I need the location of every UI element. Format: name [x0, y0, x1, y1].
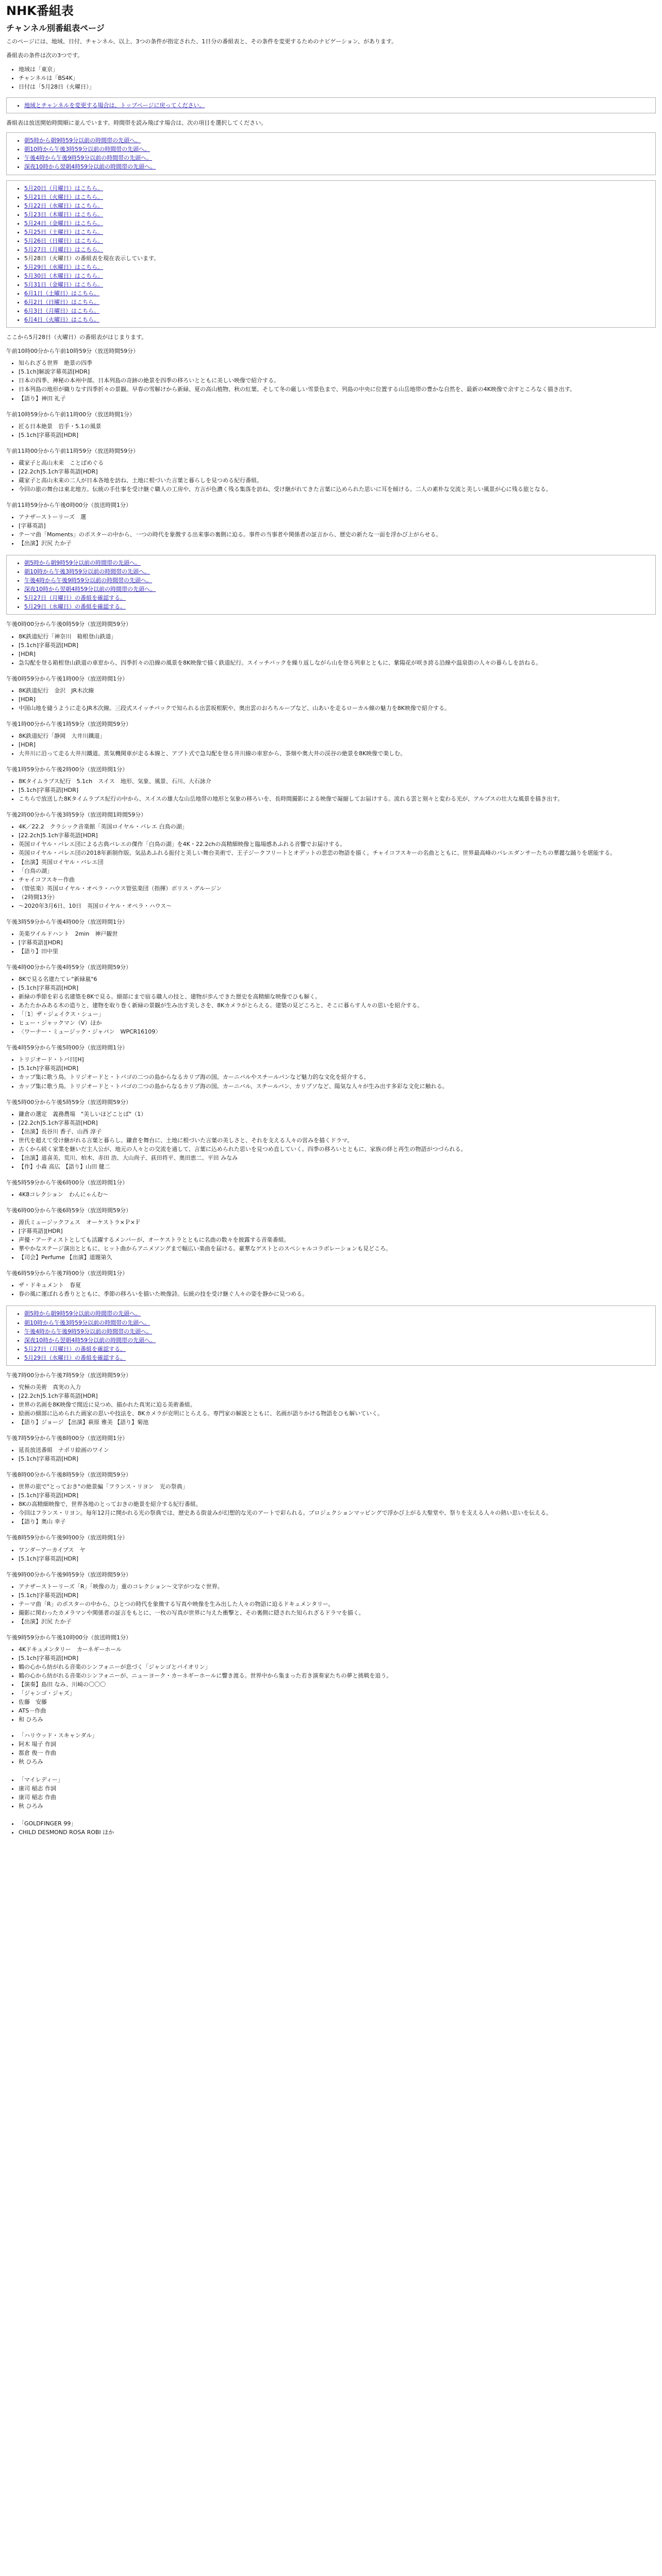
- program-title: • 蔵家子と高山未来 ことばめぐる: [19, 459, 656, 467]
- program-entry: [6, 410, 656, 439]
- program-detail-line: • 秋 ひろみ: [19, 1757, 656, 1766]
- program-detail-line: • 佐藤 安藤: [19, 1698, 656, 1706]
- program-title: • 8Kで見る名建たてレ"新緑嵐"6: [19, 975, 656, 984]
- program-detail-line: • 【出演】沢尻 たか子: [19, 539, 656, 548]
- program-detail-line: • [HDR]: [19, 695, 656, 704]
- program-detail-line: • [5.1ch]字幕英語[HDR]: [19, 1454, 656, 1463]
- program-details: [6, 1055, 656, 1090]
- program-time: 午前10時59分から午前11時00分（放送時間1分）: [6, 411, 135, 418]
- condition-date: • 日付は「5月28日（火曜日）」: [19, 82, 656, 91]
- program-entry: [6, 720, 656, 758]
- time-nav-link[interactable]: 深夜10時から翌朝4時59分以前の時間帯の先頭へ。: [24, 586, 156, 593]
- program-time: 午後8時00分から午後8時59分（放送時間59分）: [6, 1471, 131, 1479]
- time-nav-top: [6, 132, 656, 175]
- program-details: [6, 1383, 656, 1427]
- program-detail-line: • 日本列島の地形が織りなす四季折々の景観。早春の雪解けから新緑、夏の高山植物、秋の紅葉、そして冬の厳しい雪景色まで、列島の中央に位置する山岳地帯の豊かな自然を、最新の4K映像で余すところなく描き出す。: [19, 385, 656, 394]
- date-nav-item: [24, 307, 650, 315]
- page-intro: このページには、地域、日付、チャンネル、以上、3つの条件が指定された、1日分の番組表と、その条件を変更するためのナビゲーション、があります。: [6, 38, 398, 45]
- program-title: • ザ・ドキュメント 春夏: [19, 1281, 656, 1290]
- date-nav-link[interactable]: 5月30日（木曜日）はこちら。: [24, 272, 103, 279]
- program-detail-line: • 中国山地を縫うように走るJR木次線。三段式スイッチバックで知られる出雲坂根駅や、奥出雲のおろちループなど、山あいを走るローカル線の魅力を8K映像で紹介する。: [19, 704, 656, 713]
- time-nav-item: [24, 136, 650, 145]
- time-nav-item: [24, 154, 650, 162]
- conditions-list: [6, 65, 656, 91]
- program-detail-line: • [5.1ch]字幕英語[HDR]: [19, 1591, 656, 1600]
- program-detail-line: • チャイコフスキー作曲: [19, 875, 656, 884]
- time-nav-mid: [6, 555, 656, 615]
- time-nav-link[interactable]: 5月29日（水曜日）の番組を確認する。: [24, 603, 126, 611]
- time-nav-mid2: [6, 1306, 656, 1365]
- program-detail-line: • 康司 稲志 作詞: [19, 1784, 656, 1793]
- time-nav-item: [24, 1353, 650, 1362]
- program-detail-line: • 世界の名画を8K映像で間近に見つめ、描かれた真実に迫る美術番組。: [19, 1400, 656, 1409]
- time-nav-item: [24, 1318, 650, 1327]
- program-detail-line: • 【出演】長谷川 香子、山西 淳子: [19, 1127, 656, 1136]
- program-detail-line: • 今回の旅の舞台は東北地方。伝統の手仕事を受け継ぐ職人の工房や、方言が色濃く残る集落を訪ね、受け継がれてきた言葉に込められた思いに耳を傾ける。二人の素朴な交流と美しい風景が心に残る旅となる。: [19, 485, 656, 494]
- time-nav-link[interactable]: 5月27日（月曜日）の番組を確認する。: [24, 1345, 126, 1352]
- program-title: • 4K／22.2 クラシック音楽館「英国ロイヤル・バレエ 白鳥の湖」: [19, 822, 656, 831]
- program-detail-line: • 新緑の季節を彩る名建築を8Kで見る。細部にまで宿る職人の技と、建物が歩んできた歴史を高精細な映像でひも解く。: [19, 992, 656, 1001]
- date-nav-link[interactable]: 5月24日（金曜日）はこちら。: [24, 219, 103, 227]
- change-conditions-box: [6, 97, 656, 113]
- program-details: [6, 929, 656, 956]
- program-entry: [6, 1206, 656, 1262]
- program-entry: [6, 1371, 656, 1427]
- program-details: [6, 1582, 656, 1626]
- program-details: [6, 686, 656, 713]
- date-nav-item: [24, 263, 650, 272]
- program-details: [6, 1218, 656, 1262]
- program-entry: [6, 674, 656, 713]
- time-nav-item: [24, 1345, 650, 1353]
- program-detail-line: • 華やかなステージ演出とともに、ヒット曲からアニメソングまで幅広い楽曲を届ける。豪華なゲストとのスペシャルコラボレーションも見どころ。: [19, 1244, 656, 1253]
- program-detail-line: • 阿木 場子 作詞: [19, 1740, 656, 1749]
- program-detail-line: • 鶴の心から紡がれる音楽のシンフォニーが息づく「ジャンゴとバイオリン」: [19, 1663, 656, 1671]
- program-detail-line: • テーマ曲「Moments」のポスターの中から、一つの時代を象徴する出来事の裏側に迫る。事件の当事者や関係者の証言から、歴史の新たな一面を浮かび上がらせる。: [19, 530, 656, 539]
- program-detail-line: • [5.1ch]字幕英語[HDR]: [19, 1554, 656, 1563]
- program-time: 午前11時00分から午前11時59分（放送時間59分）: [6, 447, 139, 454]
- time-nav-item: [24, 1309, 650, 1318]
- date-nav-item: [24, 193, 650, 201]
- program-detail-line: • [5.1ch]字幕英語[HDR]: [19, 786, 656, 794]
- program-detail-line: • カップ集に歌う鳥。トリジオードと・トバゴの二つの島からなるカリブ海の国。カーニバル、スチールパン、カリプソなど、陽気な人々が生み出す多彩な文化に触れる。: [19, 1082, 656, 1091]
- program-list-afternoon: [6, 620, 656, 1298]
- program-entry: [6, 1533, 656, 1563]
- change-conditions-link[interactable]: 地域とチャンネルを変更する場合は、トップページに戻ってください。: [24, 102, 205, 109]
- program-title: • アナザーストーリーズ 選: [19, 513, 656, 521]
- program-title: • 究極の美術 真実の入力: [19, 1383, 656, 1392]
- program-title: • 鎌倉の選定 義務農場 "美しいほどことば"（1）: [19, 1110, 656, 1118]
- program-details: [6, 632, 656, 667]
- program-detail-line: • [5.1ch]字幕英語[HDR]: [19, 431, 656, 439]
- program-details: [6, 359, 656, 402]
- program-entry: [6, 1098, 656, 1171]
- program-detail-line: • [22.2ch]5.1ch字幕英語[HDR]: [19, 1392, 656, 1400]
- date-nav-link[interactable]: 5月25日（土曜日）はこちら。: [24, 228, 103, 235]
- program-list-morning: [6, 347, 656, 548]
- program-detail-line: • 【出演】沢尻 たか子: [19, 1617, 656, 1626]
- program-detail-line: • ATS－作曲: [19, 1706, 656, 1715]
- program-time: 午後6時00分から午後6時59分（放送時間59分）: [6, 1207, 131, 1214]
- program-details: [6, 459, 656, 494]
- page-subtitle: チャンネル別番組表ページ: [6, 23, 105, 33]
- time-nav-item: [24, 585, 650, 594]
- program-title: • 8K鉄道紀行「神奈川 箱根登山鉄道」: [19, 632, 656, 641]
- date-nav-link[interactable]: 6月4日（火曜日）はこちら。: [24, 316, 100, 324]
- time-nav-item: [24, 1327, 650, 1336]
- time-nav-link[interactable]: 朝10時から午後3時59分以前の時間帯の先頭へ。: [24, 146, 150, 153]
- program-detail-line: • （管弦楽）英国ロイヤル・オペラ・ハウス管弦楽団（指揮）ボリス・グルージン: [19, 884, 656, 893]
- program-detail-line: • [字幕英語]: [19, 521, 656, 530]
- program-detail-line: • 「GOLDFINGER 99」: [19, 1819, 656, 1828]
- program-details: [6, 732, 656, 758]
- program-details: [6, 1190, 656, 1199]
- program-detail-line: • 撮影に関わったカメラマンや関係者の証言をもとに、一枚の写真が世界に与えた衝撃と、その裏側に隠された知られざるドラマを描く。: [19, 1608, 656, 1617]
- date-nav-item: [24, 272, 650, 280]
- program-detail-line: • 8Kの高精細映像で、世界各地のとっておきの絶景を紹介する紀行番組。: [19, 1500, 656, 1509]
- program-detail-line: • [HDR]: [19, 740, 656, 749]
- program-time: 午前11時59分から午後0時00分（放送時間1分）: [6, 501, 131, 509]
- program-detail-line: • 秋 ひろみ: [19, 1802, 656, 1810]
- date-nav-item: [24, 228, 650, 236]
- date-nav-current: 5月28日（火曜日）の番組表を現在表示しています。: [24, 255, 160, 262]
- program-detail-line: • 蔵家子と高山未来の二人が日本各地を訪ね、土地に根づいた言葉と暮らしを見つめる紀行番組。: [19, 476, 656, 485]
- program-title: • 知られざる世界 絶景の四季: [19, 359, 656, 367]
- program-title: • 「ハリウッド・スキャンダル」: [19, 1731, 656, 1740]
- time-nav-item: [24, 594, 650, 602]
- date-nav-item: [24, 315, 650, 324]
- date-nav-link[interactable]: 6月1日（土曜日）はこちら。: [24, 290, 100, 297]
- program-title: • 延長放送番組 ナポリ絵画のワイン: [19, 1446, 656, 1454]
- program-entry: [6, 1731, 656, 1837]
- time-nav-link[interactable]: 5月27日（月曜日）の番組を確認する。: [24, 595, 126, 602]
- time-nav-link[interactable]: 深夜10時から翌朝4時59分以前の時間帯の先頭へ。: [24, 1336, 156, 1344]
- program-entry: [6, 1434, 656, 1463]
- program-detail-line: • 日本の四季、神秘の本州中部。日本列島の奇跡の絶景を四季の移ろいとともに美しい映像で紹介する。: [19, 376, 656, 385]
- time-nav-link[interactable]: 5月29日（水曜日）の番組を確認する。: [24, 1354, 126, 1361]
- program-detail-line: • 【作】小森 高広 【語り】山田 健二: [19, 1162, 656, 1171]
- program-title: • 8Kタイムラプス紀行 5.1ch スイス 地形、気象、風景、石川、大石詠介: [19, 777, 656, 786]
- program-entry: [6, 1043, 656, 1090]
- program-details: [6, 1731, 656, 1837]
- program-detail-line: • 「白鳥の湖」: [19, 867, 656, 875]
- conditions-heading: 番組表の条件は次の3つです。: [6, 52, 84, 59]
- program-detail-line: • 鶴の心から紡がれる音楽のシンフォニーが、ニューヨーク・カーネギーホールに響き渡る。世界中から集まった若き演奏家たちの夢と挑戦を追う。: [19, 1671, 656, 1680]
- program-detail-line: • テーマ曲「R」のポスターの中から、ひとつの時代を象徴する写真や映像を生み出した人々の物語に迫るドキュメンタリー。: [19, 1600, 656, 1608]
- program-entry: [6, 1570, 656, 1626]
- program-detail-line: • 英国ロイヤル・バレエ団の2018年新制作版。気品あふれる振付と美しい舞台美術で、王子ジークフリートとオデットの悲恋の物語を描く。チャイコフスキーの名曲とともに、世界最高峰のバレエダンサーたちの華麗な踊りを堪能する。: [19, 849, 656, 857]
- program-time: 午前10時00分から午前10時59分（放送時間59分）: [6, 348, 139, 355]
- program-entry: [6, 620, 656, 667]
- program-detail-line: • 和 ひろみ: [19, 1715, 656, 1724]
- program-title: • 世界の旅で"とっておき"の絶景編「フランス・リヨン 光の祭典」: [19, 1482, 656, 1491]
- program-title: • 美楽ワイルドハント 2min 神戸観世: [19, 929, 656, 938]
- program-detail-line: • [22.2ch]5.1ch字幕英語[HDR]: [19, 1118, 656, 1127]
- program-detail-line: • （2時間13分）: [19, 893, 656, 902]
- time-nav-link[interactable]: 午後4時から午後9時59分以前の時間帯の先頭へ。: [24, 155, 152, 162]
- date-nav-link[interactable]: 5月21日（火曜日）はこちら。: [24, 193, 103, 200]
- date-nav-link[interactable]: 5月27日（月曜日）はこちら。: [24, 246, 103, 253]
- program-detail-line: • [字幕英語][HDR]: [19, 1227, 656, 1235]
- program-detail-line: • 都倉 俊一 作曲: [19, 1749, 656, 1757]
- program-time: 午後6時59分から午後7時00分（放送時間1分）: [6, 1270, 128, 1277]
- date-nav-item: [24, 210, 650, 219]
- date-nav-item: [24, 289, 650, 298]
- program-detail-line: • 絵画の細部に込められた画家の思いや技法を、8Kカメラが克明にとらえる。専門家の解説とともに、名画が語りかける物語をひも解いていく。: [19, 1409, 656, 1418]
- program-time: 午後4時00分から午後4時59分（放送時間59分）: [6, 963, 131, 971]
- time-nav-link[interactable]: 朝10時から午後3時59分以前の時間帯の先頭へ。: [24, 1319, 150, 1326]
- program-details: [6, 1645, 656, 1724]
- program-details: [6, 1281, 656, 1298]
- time-nav-item: [24, 162, 650, 171]
- program-title: • 8K鉄道紀行 金沢 JR木次線: [19, 686, 656, 695]
- program-detail-line: • 春の風に運ばれる香りとともに、季節の移ろいを描いた映像詩。伝統の技を受け継ぐ人々の姿を静かに見つめる。: [19, 1290, 656, 1298]
- program-entry: [6, 1178, 656, 1199]
- program-detail-line: • [22.2ch]5.1ch字幕英語[HDR]: [19, 467, 656, 476]
- program-title: • 4Kドキュメンタリー カーネギーホール: [19, 1645, 656, 1654]
- date-nav-item: [24, 184, 650, 193]
- program-title: • 匠る日本絶景 岩手・5.1の風景: [19, 422, 656, 431]
- time-nav-item: [24, 145, 650, 154]
- date-nav-item: [24, 254, 650, 263]
- program-detail-line: • 世代を超えて受け継がれる言葉と暮らし。鎌倉を舞台に、土地に根づいた言葉の美しさと、それを支える人々の営みを描くドラマ。: [19, 1136, 656, 1145]
- program-detail-line: • 英国ロイヤル・バレエ団による古典バレエの傑作「白鳥の湖」を4K・22.2chの高精細映像と臨場感あふれる音響でお届けする。: [19, 840, 656, 849]
- condition-channel: • チャンネルは「BS4K」: [19, 74, 656, 82]
- program-entry: [6, 1633, 656, 1724]
- program-time: 午後0時00分から午後0時59分（放送時間59分）: [6, 621, 131, 628]
- program-time: 午後5時00分から午後5時59分（放送時間59分）: [6, 1098, 131, 1106]
- program-entry: [6, 918, 656, 956]
- program-details: [6, 1482, 656, 1526]
- time-nav-item: [24, 567, 650, 576]
- program-time: 午後2時00分から午後3時59分（放送時間1時間59分）: [6, 811, 146, 819]
- time-nav-item: [24, 558, 650, 567]
- date-nav-item: [24, 298, 650, 307]
- date-nav-item: [24, 201, 650, 210]
- program-detail-line: • 【出演】道喜美、荒川、柏木、赤田 浩、大山尚子、荻田将平、奥田恵二、平田 みなみ: [19, 1154, 656, 1162]
- program-detail-line: • 〈ワーナー・ミュージック・ジャパン WPCR16109〉: [19, 1027, 656, 1036]
- program-list-evening: [6, 1371, 656, 1837]
- program-detail-line: • 康司 稲志 作曲: [19, 1793, 656, 1802]
- program-detail-line: • 古くから続く家業を継いだ主人公が、地元の人々との交流を通して、言葉に込められた思いを見つめ直していく。四季の移ろいとともに、家族の絆と再生の物語がつづられる。: [19, 1145, 656, 1154]
- program-time: 午後5時59分から午後6時00分（放送時間1分）: [6, 1179, 128, 1186]
- program-details: [6, 1110, 656, 1171]
- program-details: [6, 1446, 656, 1463]
- program-time: 午後3時59分から午後4時00分（放送時間1分）: [6, 918, 128, 925]
- program-detail-line: • CHILD DESMOND ROSA ROBI ほか: [19, 1828, 656, 1837]
- time-nav-link[interactable]: 朝5時から朝9時59分以前の時間帯の先頭へ。: [24, 560, 141, 567]
- date-nav-item: [24, 219, 650, 228]
- program-title: • トリジオード・トバ日[H]: [19, 1055, 656, 1064]
- program-detail-line: • 【司会】Perfume 【出演】道題第久: [19, 1253, 656, 1262]
- program-details: [6, 1546, 656, 1563]
- program-entry: [6, 765, 656, 803]
- program-time: 午後7時59分から午後8時00分（放送時間1分）: [6, 1435, 128, 1442]
- date-nav: [6, 180, 656, 328]
- program-detail-line: • 「〔1〕ザ・ジェイクス・シュー」: [19, 1010, 656, 1019]
- program-detail-line: • 【出演】英国ロイヤル・バレエ団: [19, 858, 656, 867]
- program-detail-line: • 急勾配を登る箱根登山鉄道の車窓から、四季折々の沿線の風景を8K映像で描く鉄道紀行。スイッチバックを繰り返しながら山を登る列車とともに、紫陽花が咲き誇る沿線や温泉街の人々の暮らしを訪ねる。: [19, 658, 656, 667]
- program-time: 午後0時59分から午後1時00分（放送時間1分）: [6, 675, 128, 682]
- program-details: [6, 975, 656, 1036]
- program-detail-line: • [22.2ch]5.1ch字幕英語[HDR]: [19, 831, 656, 840]
- program-time: 午後9時00分から午後9時59分（放送時間59分）: [6, 1571, 131, 1578]
- time-nav-link[interactable]: 朝5時から朝9時59分以前の時間帯の先頭へ。: [24, 137, 141, 144]
- program-detail-line: • 声優・アーティストとしても活躍するメンバーが、オーケストラとともに名曲の数々を披露する音楽番組。: [19, 1235, 656, 1244]
- program-detail-line: • カップ集に歌う鳥。トリジオードと・トバゴの二つの島からなるカリブ海の国。カーニバルやスチールパンなど魅力的な文化を紹介する。: [19, 1073, 656, 1081]
- program-detail-line: [19, 1810, 656, 1819]
- program-title: • 4K8コレクション わんにゃんむ～: [19, 1190, 656, 1199]
- program-details: [6, 822, 656, 910]
- program-time: 午後7時00分から午後7時59分（放送時間59分）: [6, 1371, 131, 1379]
- list-start-note: ここから5月28日（火曜日）の番組表がはじまります。: [6, 334, 147, 341]
- date-nav-link[interactable]: 6月2日（日曜日）はこちら。: [24, 299, 100, 306]
- date-nav-link[interactable]: 5月22日（水曜日）はこちら。: [24, 202, 103, 209]
- program-detail-line: • [5.1ch]字幕英語[HDR]: [19, 1064, 656, 1073]
- program-detail-line: • [5.1ch]解説字幕英語[HDR]: [19, 367, 656, 376]
- date-nav-item: [24, 245, 650, 254]
- page-title: NHK番組表: [6, 4, 74, 18]
- program-entry: [6, 447, 656, 494]
- program-title: • 源氏ミュージックフェス オーケストラ×Ｐ×Ｆ: [19, 1218, 656, 1227]
- program-detail-line: • [5.1ch]字幕英語[HDR]: [19, 641, 656, 650]
- time-nav-note: 番組表は放送開始時間順に並んでいます。時間帯を読み飛ばす場合は、次の項目を選択してください。: [6, 120, 267, 127]
- program-time: 午後4時59分から午後5時00分（放送時間1分）: [6, 1044, 128, 1052]
- date-nav-link[interactable]: 5月20日（月曜日）はこちら。: [24, 184, 103, 192]
- program-entry: [6, 1470, 656, 1526]
- program-title: • アナザーストーリーズ「R」「映像の力」重のコレクション～文字がつなぐ世界。: [19, 1582, 656, 1591]
- program-detail-line: • [5.1ch]字幕英語[HDR]: [19, 1491, 656, 1500]
- program-detail-line: • 【語り】奥山 幸子: [19, 1517, 656, 1526]
- time-nav-link[interactable]: 朝5時から朝9時59分以前の時間帯の先頭へ。: [24, 1310, 141, 1317]
- date-nav-link[interactable]: 5月23日（木曜日）はこちら。: [24, 211, 103, 218]
- program-detail-line: • [5.1ch]字幕英語[HDR]: [19, 1654, 656, 1663]
- date-nav-item: [24, 280, 650, 289]
- time-nav-item: [24, 576, 650, 585]
- date-nav-link[interactable]: 6月3日（月曜日）はこちら。: [24, 308, 100, 315]
- program-detail-line: • 大井川に沿って走る大井川鐵道。蒸気機関車が走る本線と、アプト式で急勾配を登る井川線の車窓から、茶畑や奥大井の渓谷の絶景を8K映像で楽しむ。: [19, 749, 656, 758]
- date-nav-item: [24, 236, 650, 245]
- program-time: 午後9時59分から午後10時00分（放送時間1分）: [6, 1634, 131, 1641]
- program-detail-line: • 「マイレディー」: [19, 1775, 656, 1784]
- date-nav-link[interactable]: 5月29日（水曜日）はこちら。: [24, 263, 103, 270]
- time-nav-link[interactable]: 朝10時から午後3時59分以前の時間帯の先頭へ。: [24, 568, 150, 575]
- program-entry: [6, 963, 656, 1036]
- program-title: • 8K鉄道紀行「静岡 大井川鐵道」: [19, 732, 656, 740]
- program-entry: [6, 501, 656, 548]
- program-detail-line: • 【語り】神田 礼子: [19, 394, 656, 403]
- program-entry: [6, 810, 656, 910]
- program-detail-line: • [字幕英語][HDR]: [19, 938, 656, 947]
- program-detail-line: • 【演奏】島田 なみ、川崎の〇〇〇: [19, 1680, 656, 1689]
- program-details: [6, 513, 656, 548]
- program-entry: [6, 1269, 656, 1298]
- program-details: [6, 777, 656, 803]
- program-detail-line: • ～2020年3月6日、10日 英国ロイヤル・オペラ・ハウス～: [19, 902, 656, 910]
- program-detail-line: • 【語り】ジョージ 【出演】萩原 雅美 【語り】菊池: [19, 1418, 656, 1427]
- time-nav-link[interactable]: 午後4時から午後9時59分以前の時間帯の先頭へ。: [24, 577, 152, 584]
- time-nav-item: [24, 602, 650, 611]
- program-details: [6, 422, 656, 439]
- program-title: • ワンダーアーカイブス ヤ: [19, 1546, 656, 1554]
- program-detail-line: • こちらで放送した8Kタイムラプス紀行の中から、スイスの雄大な山岳地帯の地形と気象の移ろいを、長時間撮影による映像で凝縮してお届けする。流れる雲と刻々と変わる光が、アルプスの壮大な風景を描き出す。: [19, 794, 656, 803]
- time-nav-item: [24, 1336, 650, 1345]
- program-time: 午後1時59分から午後2時00分（放送時間1分）: [6, 766, 128, 773]
- program-time: 午後8時59分から午後9時00分（放送時間1分）: [6, 1534, 128, 1541]
- change-conditions-item: [24, 101, 650, 110]
- time-nav-link[interactable]: 午後4時から午後9時59分以前の時間帯の先頭へ。: [24, 1328, 152, 1335]
- program-detail-line: • [5.1ch]字幕英語[HDR]: [19, 984, 656, 992]
- program-detail-line: • [HDR]: [19, 650, 656, 658]
- program-detail-line: • ヒュー・ジャックマン（V）ほか: [19, 1019, 656, 1027]
- time-nav-link[interactable]: 深夜10時から翌朝4時59分以前の時間帯の先頭へ。: [24, 163, 156, 171]
- date-nav-link[interactable]: 5月26日（日曜日）はこちら。: [24, 237, 103, 244]
- program-detail-line: • あたたかみある木の造りと、建物を取り巻く新緑の景観が生み出す美しさを、8Kカメラがとらえる。建築の見どころと、そこに暮らす人々の思いを紹介する。: [19, 1001, 656, 1010]
- program-time: 午後1時00分から午後1時59分（放送時間59分）: [6, 720, 131, 727]
- program-detail-line: • 【語り】田中里: [19, 947, 656, 956]
- program-detail-line: • 今回はフランス・リヨン。毎年12月に開かれる光の祭典では、歴史ある街並みが幻想的な光のアートで彩られる。プロジェクションマッピングで浮かび上がる大聖堂や、祭りを支える人々の熱い思いを伝える。: [19, 1509, 656, 1517]
- program-detail-line: [19, 1767, 656, 1775]
- program-entry: [6, 347, 656, 402]
- program-detail-line: • 「ジャンゴ・ジャズ」: [19, 1689, 656, 1698]
- date-nav-link[interactable]: 5月31日（金曜日）はこちら。: [24, 281, 103, 289]
- condition-region: • 地域は「東京」: [19, 65, 656, 74]
